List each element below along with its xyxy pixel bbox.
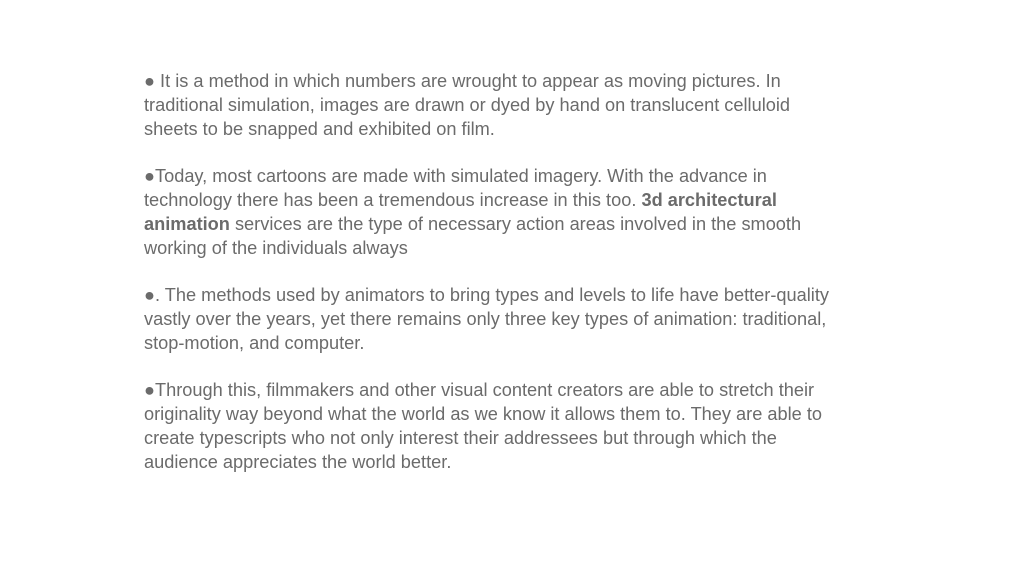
paragraph-text: It is a method in which numbers are wrought to appear as moving pictures. In traditional simulation, images are drawn or dyed by hand on translucent celluloid sheets to be snapped and exhibited on film. xyxy=(144,71,791,139)
paragraph-3 xyxy=(144,283,844,355)
paragraph-text: . The methods used by animators to bring types and levels to life have better-quality vastly over the years, yet there remains only three key types of animation: traditional, stop-motion, and computer. xyxy=(144,285,829,353)
bullet: ● xyxy=(144,285,155,305)
bold-keyword: 3d architectural animation xyxy=(144,190,777,234)
paragraph-1 xyxy=(144,69,844,141)
slide-body xyxy=(144,69,844,497)
paragraph-2 xyxy=(144,164,844,260)
bullet: ● xyxy=(144,166,155,186)
paragraph-text-after: services are the type of necessary action areas involved in the smooth working of the individuals always xyxy=(144,214,802,258)
paragraph-text-before: Today, most cartoons are made with simulated imagery. With the advance in technology there has been a tremendous increase in this too. xyxy=(144,166,767,210)
bullet: ● xyxy=(144,71,155,91)
paragraph-text: Through this, filmmakers and other visual content creators are able to stretch their originality way beyond what the world as we know it allows them to. They are able to create typescripts who not only interest their addressees but through which the audience appreciates the world better. xyxy=(144,380,822,472)
bullet: ● xyxy=(144,380,155,400)
paragraph-4 xyxy=(144,378,844,474)
